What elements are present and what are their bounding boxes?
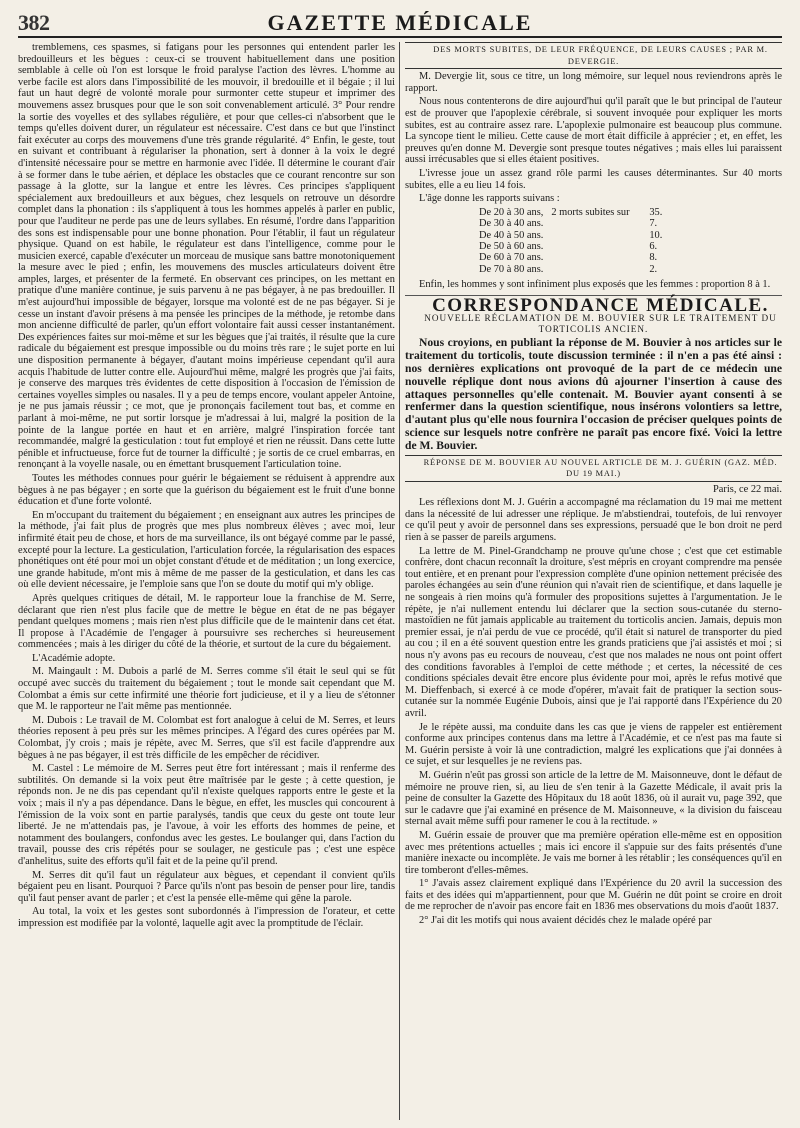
letter-paragraph: 1° J'avais assez clairement expliqué dans l'Expérience du 20 avril la succession des faits et des idées qui m'appartiennent, pour que M. Guérin ne dût point se croire en droit de me reprocher de n'avoir pas encore fait en 1836 mes observations du mois d'août 1837.: [405, 878, 782, 913]
paragraph: M. Dubois : Le travail de M. Colombat est fort analogue à celui de M. Serres, et leurs théories reposent à peu près sur les mêmes principes. A l'égard des cures opérées par M. Colombat, j'y crois ; mais je répète, avec M. Serres, que s'il est facile d'apprendre aux bègues à ne pas bégayer, il est très difficile de les empêcher de récidiver.: [18, 714, 395, 761]
reply-heading: RÉPONSE DE M. BOUVIER AU NOUVEL ARTICLE DE M. J. GUÉRIN (GAZ. MÉD. DU 19 MAI.): [405, 455, 782, 482]
age-row: [475, 230, 666, 241]
age-row: [475, 252, 666, 263]
right-column: [405, 42, 782, 1122]
age-row: [475, 264, 666, 275]
age-row: [475, 207, 666, 218]
section-heading-morts-subites: DES MORTS SUBITES, DE LEUR FRÉQUENCE, DE LEURS CAUSES ; PAR M. DEVERGIE.: [405, 42, 782, 69]
letter-paragraph: 2° J'ai dit les motifs qui nous avaient décidés chez le malade opéré par: [419, 915, 712, 927]
left-column: [18, 42, 395, 1122]
age-range: De 50 à 60 ans.: [479, 240, 544, 252]
letter-paragraph: Je le répète aussi, ma conduite dans les cas que je viens de rappeler est entièrement conforme aux principes contenus dans ma lettre à l'Académie, et ce n'est pas ma faute si M. Guérin persiste à voir là une contradiction, malgré les explications que j'ai données à ce sujet, et sur lesquelles je ne reviens pas.: [405, 721, 782, 768]
age-row: [475, 218, 666, 229]
column-rule: [399, 42, 400, 1120]
age-range: De 70 à 80 ans.: [479, 263, 544, 275]
paragraph: L'âge donne les rapports suivans :: [419, 193, 560, 205]
age-range: De 20 à 30 ans,: [479, 206, 544, 218]
paragraph: L'Académie adopte.: [32, 652, 116, 664]
paragraph: M. Devergie lit, sous ce titre, un long mémoire, sur lequel nous reviendrons après le rapport.: [405, 71, 782, 94]
letter-paragraph: Les réflexions dont M. J. Guérin a accompagné ma réclamation du 19 mai me mettent dans la nécessité de lui adresser une réplique. Je m'abstiendrai, toutefois, de lui renvoyer ce qu'il peut y avoir de personnel dans ses expressions, persuadé que le bon droit ne perd rien à se passer de pareils argumens.: [405, 497, 782, 544]
age-range: De 60 à 70 ans.: [479, 252, 544, 264]
age-value: 10.: [649, 229, 663, 241]
age-table: [475, 207, 666, 275]
page-number: 382: [18, 10, 50, 35]
deaths-paragraphs: [405, 71, 782, 205]
letter-paragraph: M. Guérin essaie de prouver que ma première opération elle-même est en opposition avec mes prétentions actuelles ; mais ici encore il s'appuie sur des faits présentés d'une manière inexacte ou incomplète. Je vais me borner à les rétablir ; les conséquences qu'il en tire tomberont d'elles-mêmes.: [405, 829, 782, 876]
paragraph: Toutes les méthodes connues pour guérir le bégaiement se réduisent à apprendre aux bègues à ne pas bégayer ; en sorte que la guérison du bégaiement est le fruit d'une bonne éducation et d'une forte volonté.: [18, 472, 395, 508]
paragraph: Au total, la voix et les gestes sont subordonnés à l'impression de l'orateur, et cette impression est modifiée par la volonté, laquelle agit avec la promptitude de l'éclair.: [18, 906, 395, 929]
age-value: 8.: [649, 252, 658, 264]
age-range: De 40 à 50 ans.: [479, 229, 544, 241]
paragraph: En m'occupant du traitement du bégaiement ; en enseignant aux autres les principes de la méthode, j'ai fait plus de progrès que mes plus nombreux élèves ; avec moi, leur infirmité était peu de chose, et hors de ma surveillance, ils ont bégayé comme par le passé, excepté pour la lecture. La gesticulation, l'articulation forcée, la régularisation des espaces phonétiques ont été pour moi un objet constant d'étude et de méditation ; un long exercice, une grande habitude, m'ont mis à même de me passer de la gesticulation, et dans les cas où elle devient nécessaire, je l'emploie sans que l'on se doute du motif qui m'y oblige.: [18, 509, 395, 591]
age-value: 35.: [649, 206, 663, 218]
correspondance-subtitle: NOUVELLE RÉCLAMATION DE M. BOUVIER SUR LE TRAITEMENT DU TORTICOLIS ANCIEN.: [424, 313, 777, 335]
age-row: [475, 241, 666, 252]
paragraph: L'ivresse joue un assez grand rôle parmi les causes déterminantes. Sur 40 morts subites, elle a eu lieu 14 fois.: [405, 167, 782, 191]
age-range: De 30 à 40 ans.: [479, 218, 544, 230]
page-header: [18, 6, 782, 38]
age-note: [547, 241, 645, 252]
correspondance-title: CORRESPONDANCE MÉDICALE.: [432, 294, 769, 316]
running-title: GAZETTE MÉDICALE: [267, 10, 533, 35]
age-note: [547, 230, 645, 241]
paragraph: tremblemens, ces spasmes, si fatigans pour les personnes qui entendent parler les bredouilleurs et les bègues : ceux-ci se trouvent habituellement dans une position semblable à celle où l'on est lorsque le froid paralyse l'action des lèvres. L'homme au verbe facile est alors dans l'impossibilité de les mouvoir, il bredouille et il bégaie ; il lui faut un haut degré de volonté morale pour surmonter cette stupeur et imprimer des mouvemens assez brusques pour que le son soit convenablement articulé. 3° Pour rendre la sortie des voyelles et des syllabes régulière, et pour que celles-ci n'absorbent que le temps qu'elles doivent durer, un régulateur est nécessaire. C'est dans ce but que l'instinct fait exécuter au corps des mouvemens d'une très grande régularité. 4° Enfin, le geste, tout en suivant et contribuant à régulariser la phonation, sert à donner à la voix le degré d'intensité nécessaire pour se mettre en harmonie avec l'idée. Il détermine le courant d'air à se former dans le tube aérien, et déplace les obstacles que ce courant rencontre sur son passage à la glotte, sur la langue et entre les lèvres. Ces principes s'appliquent spécialement aux bredouilleurs et aux bègues, chez lesquels on retrouve un désordre complet dans la phonation : ils s'appliquent à tous les hommes appelés à parler en public, pour que l'auditeur ne perde pas une de leurs syllabes. En résumé, l'ordre dans l'apparition des sons est indispensable pour une bonne phonation. Pour l'établir, il faut un régulateur physique. Quand on est habile, le régulateur est dans l'intelligence, comme pour le musicien exercé, capable d'exécuter un morceau de musique sans battre monotoniquement la mesure avec le pied ; enfin, les mouvemens des muscles articulateurs doivent être amples, larges, et présenter de la fermeté. En observant ces principes, on les mettant en pratique d'une manière continue, je suis parvenu à ne pas bégayer, à ne pas bredouiller. Il m'est aujourd'hui impossible de bégayer, lorsque ma volonté est de ne pas bégayer. Si je cesse un instant d'avoir présens à ma pensée les principes de la méthode, je retombe dans mon ancienne difficulté de parler, qu'un effort volontaire fait aussi cesser instantanément. Des expériences faites sur moi-même et sur les bègues que j'ai traités, il résulte que la cure radicale du bégaiement est presque impossible ou du moins très rare ; le sujet porte en lui une disposition permanente à bégayer, d'autant moins impérieuse cependant qu'il aura acquis l'habitude de lutter contre elle. Aujourd'hui même, malgré les progrès que j'ai faits, je conserve des marques très évidentes de cette disposition à l'occasion de l'émission de certaines voyelles simples ou nasales. Il y a peu de temps encore, voulant appeler Antoine, je ne pus jamais réussir ; ce mot, que je prononçais facilement tout bas, et comme en parlant à moi-même, ne put sortir lorsque je m'adressai à lui, malgré la position de la pointe de la langue portée en haut et en arrière, malgré l'inspiration forcée tant recommandée, malgré la gesticulation : tout fut employé et rien ne réussit. Dans cette lutte pénible et infructueuse, force fut de tourner la difficulté ; je sortis de ce cruel embarras, en renonçant à la voyelle nasale, ou en émettant brusquement l'articulation toine.: [18, 42, 395, 471]
gender-proportion-paragraph: Enfin, les hommes y sont infiniment plus exposés que les femmes : proportion 8 à 1.: [419, 279, 771, 291]
letter-paragraph: M. Guérin n'eût pas grossi son article de la lettre de M. Maisonneuve, dont le défaut de mémoire ne prouve rien, si, au lieu de s'en tenir à la Gazette Médicale, il avait pris la peine de consulter la Gazette des Hôpitaux du 18 août 1836, où il aurait vu, page 392, que sur le cadavre que j'ai examiné en présence de M. Maisonneuve, « la division du faisceau sternal avait même suffi pour ramener le cou à la rectitude. »: [405, 769, 782, 828]
paragraph: M. Castel : Le mémoire de M. Serres peut être fort intéressant ; mais il renferme des subtilités. On demande si la voix peut être maîtrisée par le geste ; à cette question, je réponds non. Je ne dis pas cependant qu'il n'existe quelques rapports entre le geste et la voix ; mais il n'y a pas dépendance. Dans le bègue, en effet, les muscles qui concourent à l'émission de la voix sont en partie paralysés, tandis que ceux du geste ont toute leur liberté. Je ne m'attendais pas, je l'avoue, à voir les efforts des hommes de peine, et notamment des boulangers, confondus avec les gestes. Le boulanger qui, dans l'action du travail, pousse des cris répétés pour se soulager, ne gesticule pas ; c'est une espèce d'anhelitus, suite des efforts qu'il fait et de la peine qu'il prend.: [18, 763, 395, 867]
age-value: 7.: [649, 218, 658, 230]
paragraph: M. Maingault : M. Dubois a parlé de M. Serres comme s'il était le seul qui se fût occupé avec succès du traitement du bégaiement ; tout le monde sait cependant que M. Colombat a émis sur cette infirmité une théorie fort judicieuse, et il y a lieu de s'étonner que M. le rapporteur ne l'ait même pas mentionnée.: [18, 666, 395, 713]
paragraph: Après quelques critiques de détail, M. le rapporteur loue la franchise de M. Serre, déclarant que rien n'est plus facile que de mettre le bègue en état de ne pas bégayer pendant quelques momens ; mais rien n'est plus difficile que de le maintenir dans cet état. Il propose à l'Académie de l'engager à poursuivre ses recherches si heureusement commencées ; mais à les diriger du côté de la théorie, et surtout de la cure du bégaiement.: [18, 592, 395, 651]
age-note: [547, 252, 645, 263]
age-value: 6.: [649, 240, 658, 252]
age-note: 2 morts subites sur: [551, 206, 630, 218]
letter-dateline: Paris, ce 22 mai.: [713, 483, 782, 495]
editorial-intro: Nous croyions, en publiant la réponse de M. Bouvier à nos articles sur le traitement du torticolis, toute discussion terminée : il n'en a pas été ainsi : nos dernières explications ont provoqué de la part de ce médecin une nouvelle réplique dont nous avions dû ajourner l'insertion à cause des attaques personnelles qu'elle contenait. M. Bouvier ayant consenti à se renfermer dans la question scientifique, nous insérons volontiers sa lettre, d'autant plus qu'elle nous fournira l'occasion de préciser quelques points de science sur lesquels notre confrère ne paraît pas encore fixé. Voici la lettre de M. Bouvier.: [405, 336, 782, 452]
letter-body: [405, 497, 782, 926]
age-value: 2.: [649, 263, 658, 275]
age-note: [547, 218, 645, 229]
paragraph: M. Serres dit qu'il faut un régulateur aux bègues, et cependant il convient qu'ils bégaient peu en lisant. Pourquoi ? Parce qu'ils n'ont pas besoin de penser pour lire, tandis qu'il faut penser avant de parler ; et c'est la pensée elle-même qui gêne la parole.: [18, 869, 395, 904]
letter-paragraph: La lettre de M. Pinel-Grandchamp ne prouve qu'une chose ; c'est que cet estimable confrère, dont chacun reconnaît la droiture, s'est mépris en croyant comprendre ma pensée tout entière, et en prenant pour l'expression complète d'une opinion nettement précisée des paroles échangées au sein d'une réunion qui n'avait rien de scientifique, et dans laquelle je ne songeais à rien moins qu'à formuler des propositions sujettes à l'argumentation. Je le répète, je n'ai nullement entendu lui déclarer que la section sous-cutanée du sterno-mastoïdien ne fût jamais applicable au traitement du torticolis ancien. Jamais, depuis mon premier essai, je n'ai perdu de vue ce procédé, qu'il était si naturel de transporter du pied au cou ; il en a été souvent question entre les grands praticiens que j'ai assistés et moi ; si nous n'y avons pas eu recours de nouveau, c'est que nos malades ne nous ont point offert des conditions favorables à l'emploi de cette méthode ; et certes, la nécessité de ces conditions spéciales devait être encore plus évidente pour moi, après le refus motivé que M. Dieffenbach, si exercé à ce mode d'opérer, m'avait fait de pratiquer la section sous-cutanée sur la nommée Eugénie Dubois, ainsi que je l'ai rapporté dans l'Expérience du 20 avril.: [405, 545, 782, 719]
paragraph: Nous nous contenterons de dire aujourd'hui qu'il paraît que le but principal de l'auteur est de prouver que l'apoplexie cérébrale, si souvent invoquée pour expliquer les morts subites, est au contraire assez rare. L'apoplexie pulmonaire est beaucoup plus commune. La syncope tient le milieu. Cette cause de mort était difficile à apprécier ; et, en effet, les preuves qu'en donne M. Devergie sont presque toutes négatives ; mais elles lui paraissent aussi irrécusables que si elles étaient positives.: [405, 96, 782, 166]
age-note: [547, 264, 645, 275]
